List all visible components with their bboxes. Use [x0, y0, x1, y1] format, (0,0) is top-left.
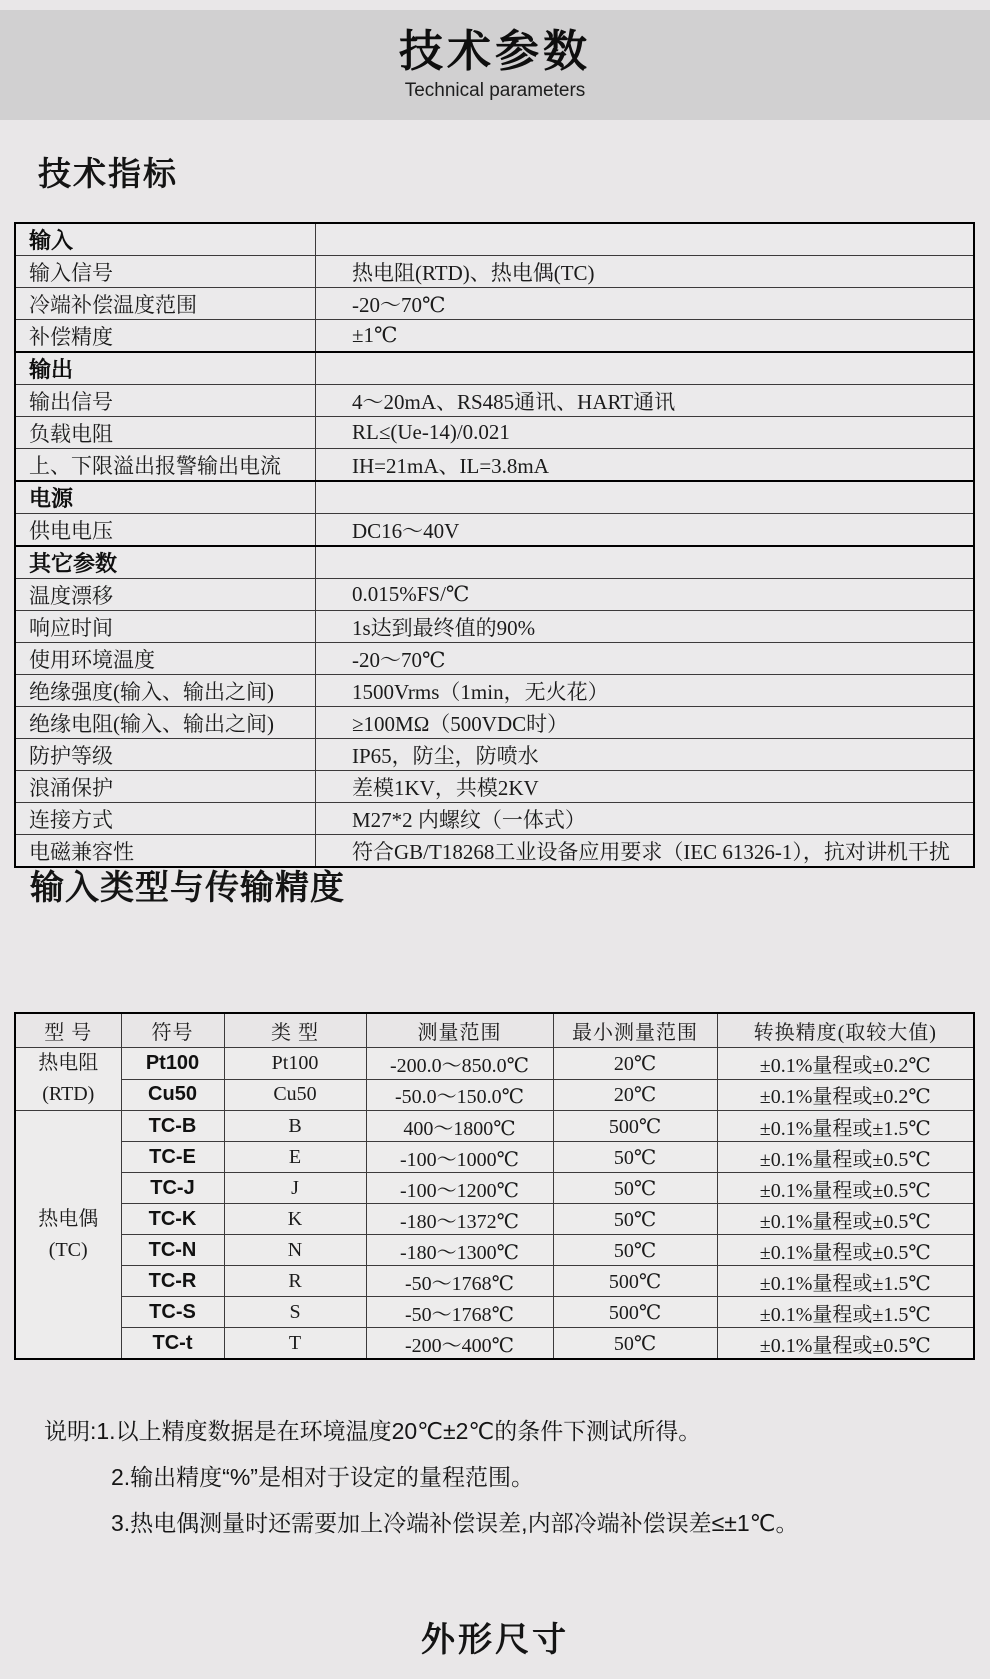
- spec-label: 上、下限溢出报警输出电流: [15, 449, 316, 482]
- spec-label: 负载电阻: [15, 417, 316, 449]
- spec-value: [316, 481, 975, 514]
- note-line: [44, 1408, 956, 1454]
- table-row: [15, 579, 974, 611]
- spec-section-label: 输出: [15, 352, 316, 385]
- io-min-range: 50℃: [553, 1204, 717, 1235]
- specs-table: [14, 222, 975, 868]
- spec-section-label: 电源: [15, 481, 316, 514]
- io-symbol: TC-t: [121, 1328, 224, 1360]
- col-header-kind: 类 型: [224, 1013, 366, 1048]
- io-accuracy: ±0.1%量程或±0.5℃: [717, 1204, 974, 1235]
- io-symbol: TC-B: [121, 1111, 224, 1142]
- page-subtitle: Technical parameters: [404, 79, 586, 101]
- table-row: [15, 223, 974, 256]
- specs-section-title: 技术指标: [38, 155, 178, 192]
- note-text: 2.输出精度“%”是相对于设定的量程范围。: [111, 1464, 534, 1490]
- spec-section-label: 输入: [15, 223, 316, 256]
- spec-label: 供电电压: [15, 514, 316, 547]
- col-header-model: 型 号: [15, 1013, 121, 1048]
- io-min-range: 20℃: [553, 1079, 717, 1111]
- spec-value: 4～20mA、RS485通讯、HART通讯: [316, 385, 975, 417]
- io-min-range: 50℃: [553, 1173, 717, 1204]
- io-accuracy: ±0.1%量程或±0.5℃: [717, 1142, 974, 1173]
- io-accuracy: ±0.1%量程或±1.5℃: [717, 1266, 974, 1297]
- notes-prefix: 说明:: [44, 1418, 97, 1444]
- spec-value: 0.015%FS/℃: [316, 579, 975, 611]
- note-line: [44, 1500, 956, 1546]
- spec-value: DC16～40V: [316, 514, 975, 547]
- spec-label: 输入信号: [15, 256, 316, 288]
- spec-value: RL≤(Ue-14)/0.021: [316, 417, 975, 449]
- io-range: 400～1800℃: [366, 1111, 553, 1142]
- spec-value: 热电阻(RTD)、热电偶(TC): [316, 256, 975, 288]
- io-range: -50～1768℃: [366, 1266, 553, 1297]
- spec-value: 1500Vrms（1min，无火花）: [316, 675, 975, 707]
- table-row: [15, 1204, 974, 1235]
- spec-label: 连接方式: [15, 803, 316, 835]
- spec-label: 绝缘强度(输入、输出之间): [15, 675, 316, 707]
- io-kind: N: [224, 1235, 366, 1266]
- dimensions-section-title: 外形尺寸: [421, 1621, 569, 1659]
- spec-label: 浪涌保护: [15, 771, 316, 803]
- table-row: [15, 739, 974, 771]
- io-kind: J: [224, 1173, 366, 1204]
- table-row: [15, 1079, 974, 1111]
- table-row: [15, 1142, 974, 1173]
- io-section-title: 输入类型与传输精度: [30, 869, 345, 907]
- group-label-line: 热电偶: [38, 1207, 99, 1230]
- io-accuracy: ±0.1%量程或±0.2℃: [717, 1048, 974, 1080]
- spec-value: ≥100MΩ（500VDC时）: [316, 707, 975, 739]
- spec-label: 冷端补偿温度范围: [15, 288, 316, 320]
- table-row: [15, 675, 974, 707]
- spec-value: 差模1KV，共模2KV: [316, 771, 975, 803]
- table-row: [15, 481, 974, 514]
- io-min-range: 50℃: [553, 1142, 717, 1173]
- io-symbol: TC-R: [121, 1266, 224, 1297]
- spec-value: -20～70℃: [316, 288, 975, 320]
- io-symbol: TC-S: [121, 1297, 224, 1328]
- spec-value: M27*2 内螺纹（一体式）: [316, 803, 975, 835]
- table-row: [15, 1173, 974, 1204]
- table-row: [15, 385, 974, 417]
- io-table: [14, 1012, 975, 1360]
- spec-label: 输出信号: [15, 385, 316, 417]
- table-row: [15, 803, 974, 835]
- table-row: [15, 1297, 974, 1328]
- spec-label: 温度漂移: [15, 579, 316, 611]
- io-min-range: 500℃: [553, 1297, 717, 1328]
- io-range: -200～400℃: [366, 1328, 553, 1360]
- table-row: [15, 1111, 974, 1142]
- io-min-range: 500℃: [553, 1111, 717, 1142]
- note-text: 1.以上精度数据是在环境温度20℃±2℃的条件下测试所得。: [96, 1418, 702, 1444]
- io-accuracy: ±0.1%量程或±0.5℃: [717, 1173, 974, 1204]
- io-kind: S: [224, 1297, 366, 1328]
- io-kind: R: [224, 1266, 366, 1297]
- table-row: [15, 1328, 974, 1360]
- note-text: 3.热电偶测量时还需要加上冷端补偿误差,内部冷端补偿误差≤±1℃。: [111, 1510, 799, 1536]
- spec-label: 绝缘电阻(输入、输出之间): [15, 707, 316, 739]
- page-title: 技术参数: [399, 27, 591, 77]
- io-symbol: TC-N: [121, 1235, 224, 1266]
- io-symbol: Cu50: [121, 1079, 224, 1111]
- col-header-range: 测量范围: [366, 1013, 553, 1048]
- table-row: [15, 1048, 974, 1080]
- table-row: [15, 449, 974, 482]
- io-accuracy: ±0.1%量程或±1.5℃: [717, 1111, 974, 1142]
- group-cell-rtd: [15, 1048, 121, 1111]
- spec-value: ±1℃: [316, 320, 975, 353]
- io-kind: Pt100: [224, 1048, 366, 1080]
- io-min-range: 20℃: [553, 1048, 717, 1080]
- group-label-line: 热电阻: [38, 1052, 99, 1074]
- io-min-range: 50℃: [553, 1235, 717, 1266]
- table-row: [15, 771, 974, 803]
- col-header-min-range: 最小测量范围: [553, 1013, 717, 1048]
- spec-value: -20～70℃: [316, 643, 975, 675]
- io-kind: K: [224, 1204, 366, 1235]
- io-accuracy: ±0.1%量程或±0.5℃: [717, 1328, 974, 1360]
- notes-block: [44, 1408, 956, 1546]
- spec-value: [316, 352, 975, 385]
- spec-label: 防护等级: [15, 739, 316, 771]
- io-symbol: Pt100: [121, 1048, 224, 1080]
- io-range: -50～1768℃: [366, 1297, 553, 1328]
- io-min-range: 500℃: [553, 1266, 717, 1297]
- group-label-line: (TC): [48, 1238, 88, 1261]
- io-kind: T: [224, 1328, 366, 1360]
- group-cell-tc: [15, 1111, 121, 1360]
- spec-value: 1s达到最终值的90%: [316, 611, 975, 643]
- io-range: -200.0～850.0℃: [366, 1048, 553, 1080]
- col-header-accuracy: 转换精度(取较大值): [717, 1013, 974, 1048]
- spec-value: IH=21mA、IL=3.8mA: [316, 449, 975, 482]
- table-row: [15, 546, 974, 579]
- io-accuracy: ±0.1%量程或±0.2℃: [717, 1079, 974, 1111]
- table-row: [15, 256, 974, 288]
- io-range: -180～1300℃: [366, 1235, 553, 1266]
- page-header-banner: [0, 10, 990, 120]
- col-header-symbol: 符号: [121, 1013, 224, 1048]
- table-row: [15, 352, 974, 385]
- table-row: [15, 514, 974, 547]
- spec-label: 电磁兼容性: [15, 835, 316, 868]
- table-row: [15, 707, 974, 739]
- io-accuracy: ±0.1%量程或±0.5℃: [717, 1235, 974, 1266]
- io-accuracy: ±0.1%量程或±1.5℃: [717, 1297, 974, 1328]
- table-row: [15, 320, 974, 353]
- io-kind: B: [224, 1111, 366, 1142]
- spec-value: [316, 223, 975, 256]
- spec-value: IP65，防尘，防喷水: [316, 739, 975, 771]
- spec-value: 符合GB/T18268工业设备应用要求（IEC 61326-1），抗对讲机干扰: [316, 835, 975, 868]
- spec-value: [316, 546, 975, 579]
- table-row: [15, 288, 974, 320]
- io-kind: Cu50: [224, 1079, 366, 1111]
- spec-label: 使用环境温度: [15, 643, 316, 675]
- table-row: [15, 417, 974, 449]
- table-row: [15, 1266, 974, 1297]
- io-range: -50.0～150.0℃: [366, 1079, 553, 1111]
- spec-label: 补偿精度: [15, 320, 316, 353]
- note-line: [44, 1454, 956, 1500]
- io-range: -100～1000℃: [366, 1142, 553, 1173]
- io-symbol: TC-K: [121, 1204, 224, 1235]
- table-row: [15, 611, 974, 643]
- spec-label: 响应时间: [15, 611, 316, 643]
- io-symbol: TC-J: [121, 1173, 224, 1204]
- io-min-range: 50℃: [553, 1328, 717, 1360]
- table-header-row: [15, 1013, 974, 1048]
- table-row: [15, 1235, 974, 1266]
- io-kind: E: [224, 1142, 366, 1173]
- table-row: [15, 643, 974, 675]
- io-symbol: TC-E: [121, 1142, 224, 1173]
- io-range: -180～1372℃: [366, 1204, 553, 1235]
- group-label-line: (RTD): [42, 1083, 95, 1105]
- spec-section-label: 其它参数: [15, 546, 316, 579]
- io-range: -100～1200℃: [366, 1173, 553, 1204]
